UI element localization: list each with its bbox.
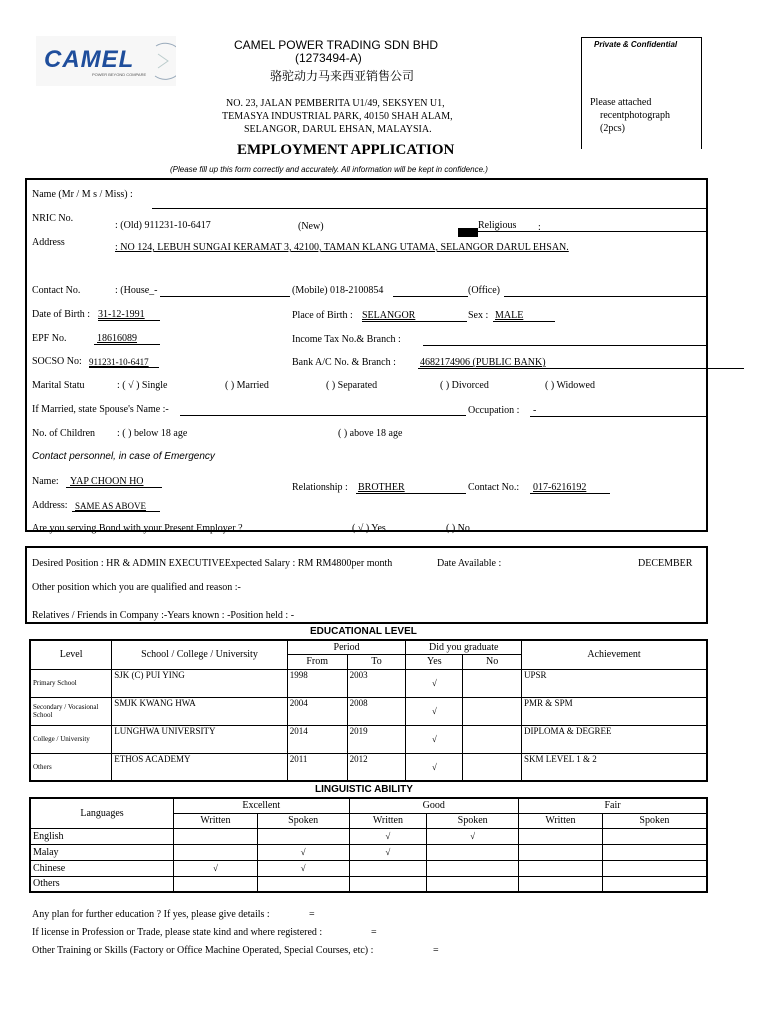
fair-written-cell[interactable] (519, 876, 603, 892)
emergency-contact-label: Contact No.: (468, 482, 520, 493)
spouse-name-line[interactable] (180, 415, 466, 416)
edu-school[interactable]: LUNGHWA UNIVERSITY (112, 725, 287, 753)
edu-graduated-no[interactable] (463, 725, 522, 753)
header-period: Period (287, 640, 406, 654)
edu-achievement[interactable]: UPSR (522, 669, 707, 697)
table-row (30, 876, 707, 892)
other-position-text: Other position which you are qualified and reason :- (32, 582, 241, 593)
photo-instruction-1: Please attached (590, 97, 652, 108)
good-written-cell[interactable]: √ (349, 844, 427, 860)
mobile-phone-line[interactable] (393, 296, 468, 297)
edu-from[interactable]: 2014 (287, 725, 347, 753)
name-label: Name (Mr / M s / Miss) : (32, 189, 133, 200)
good-written-cell[interactable]: √ (349, 828, 427, 844)
edu-level: Others (30, 753, 112, 781)
pob-line[interactable] (362, 321, 467, 322)
edu-school[interactable]: ETHOS ACADEMY (112, 753, 287, 781)
epf-value: 18616089 (97, 333, 137, 344)
good-spoken-cell[interactable] (427, 844, 519, 860)
language-name: English (30, 828, 174, 844)
marital-widowed-option[interactable]: ( ) Widowed (545, 380, 595, 391)
emergency-address-line[interactable] (72, 511, 160, 512)
marital-separated-option[interactable]: ( ) Separated (326, 380, 378, 391)
fair-spoken-cell[interactable] (602, 828, 707, 844)
date-available-value: DECEMBER (638, 558, 693, 569)
name-field-line[interactable] (152, 208, 706, 209)
fair-spoken-cell[interactable] (602, 860, 707, 876)
linguistic-table (29, 797, 708, 893)
bond-question: Are you serving Bond with your Present Employer ? (32, 523, 243, 534)
religious-field-line[interactable] (478, 231, 706, 232)
excellent-written-cell[interactable] (174, 828, 258, 844)
good-written-cell[interactable] (349, 876, 427, 892)
epf-line[interactable] (94, 344, 160, 345)
header-graduate: Did you graduate (406, 640, 522, 654)
children-above-18-option[interactable]: ( ) above 18 age (338, 428, 403, 439)
table-row (30, 860, 707, 876)
sex-line[interactable] (493, 321, 555, 322)
relationship-label: Relationship : (292, 482, 348, 493)
relationship-line[interactable] (356, 493, 466, 494)
emergency-contact-value: 017-6216192 (533, 482, 587, 493)
table-row (30, 844, 707, 860)
linguistic-heading: LINGUISTIC ABILITY (315, 784, 413, 795)
relatives-text: Relatives / Friends in Company :-Years known : -Position held : - (32, 610, 295, 621)
edu-to[interactable]: 2012 (347, 753, 406, 781)
company-address-line1: NO. 23, JALAN PEMBERITA U1/49, SEKSYEN U1, (226, 98, 445, 109)
spouse-name-label: If Married, state Spouse's Name :- (32, 404, 169, 415)
header-good: Good (349, 798, 519, 813)
bank-value: 4682174906 (PUBLIC BANK) (420, 357, 546, 368)
edu-graduated-yes[interactable]: √ (406, 725, 463, 753)
desired-position-text: Desired Position : HR & ADMIN EXECUTIVEExpected Salary : RM RM4800per month (32, 558, 393, 569)
language-name: Malay (30, 844, 174, 860)
occupation-line[interactable] (530, 416, 706, 417)
header-excellent-spoken: Spoken (257, 813, 349, 828)
photo-instruction-3: (2pcs) (600, 123, 625, 134)
header-level: Level (30, 640, 112, 669)
emergency-contact-line[interactable] (530, 493, 610, 494)
good-spoken-cell[interactable]: √ (427, 828, 519, 844)
header-fair: Fair (519, 798, 707, 813)
header-fair-spoken: Spoken (602, 813, 707, 828)
company-name-chinese: 骆驼动力马来西亚销售公司 (270, 69, 415, 83)
header-from: From (287, 654, 347, 669)
marital-single-option[interactable]: : ( √ ) Single (117, 380, 168, 391)
bank-line[interactable] (418, 368, 744, 369)
edu-level: Secondary / Vocasional School (30, 697, 112, 725)
header-excellent-written: Written (174, 813, 258, 828)
header-school: School / College / University (112, 640, 287, 669)
socso-label: SOCSO No: (32, 356, 82, 367)
edu-graduated-yes[interactable]: √ (406, 697, 463, 725)
emergency-name-value: YAP CHOON HO (70, 476, 144, 487)
fair-spoken-cell[interactable] (602, 876, 707, 892)
sex-value: MALE (495, 310, 524, 321)
edu-level: College / University (30, 725, 112, 753)
edu-graduated-no[interactable] (463, 697, 522, 725)
edu-achievement[interactable]: PMR & SPM (522, 697, 707, 725)
redaction-block (458, 228, 478, 237)
socso-value: 911231-10-6417 (89, 357, 149, 367)
edu-to[interactable]: 2003 (347, 669, 406, 697)
header-excellent: Excellent (174, 798, 349, 813)
nric-label: NRIC No. (32, 213, 74, 224)
license-answer[interactable]: = (371, 927, 377, 938)
edu-graduated-yes[interactable]: √ (406, 753, 463, 781)
header-achievement: Achievement (522, 640, 707, 669)
excellent-written-cell[interactable]: √ (174, 860, 258, 876)
header-languages: Languages (30, 798, 174, 828)
logo-wordmark: CAMEL (44, 46, 135, 73)
photo-instruction-2: recentphotograph (600, 110, 670, 121)
emergency-address-value: SAME AS ABOVE (75, 501, 147, 511)
company-name: CAMEL POWER TRADING SDN BHD (234, 38, 439, 52)
mobile-phone-value: (Mobile) 018-2100854 (292, 285, 384, 296)
company-address-line2: TEMASYA INDUSTRIAL PARK, 40150 SHAH ALAM, (222, 111, 453, 122)
edu-achievement[interactable]: DIPLOMA & DEGREE (522, 725, 707, 753)
fair-spoken-cell[interactable] (602, 844, 707, 860)
bond-no-option[interactable]: ( ) No (446, 523, 470, 534)
edu-to[interactable]: 2008 (347, 697, 406, 725)
form-subtitle: (Please fill up this form correctly and accurately. All information will be kept in confidence.) (170, 165, 488, 174)
marital-married-option[interactable]: ( ) Married (225, 380, 269, 391)
date-available-label: Date Available : (437, 558, 502, 569)
marital-divorced-option[interactable]: ( ) Divorced (440, 380, 489, 391)
edu-school[interactable]: SMJK KWANG HWA (112, 697, 287, 725)
nric-old-value: : (Old) 911231-10-6417 (115, 220, 211, 231)
emergency-address-label: Address: (32, 500, 68, 511)
emergency-contact-heading: Contact personnel, in case of Emergency (32, 451, 215, 462)
fair-written-cell[interactable] (519, 860, 603, 876)
socso-line[interactable] (89, 367, 159, 368)
relationship-value: BROTHER (358, 482, 405, 493)
edu-graduated-no[interactable] (463, 753, 522, 781)
good-spoken-cell[interactable] (427, 876, 519, 892)
edu-from[interactable]: 1998 (287, 669, 347, 697)
excellent-written-cell[interactable] (174, 844, 258, 860)
income-tax-line[interactable] (423, 345, 706, 346)
further-education-answer[interactable]: = (309, 909, 315, 920)
good-written-cell[interactable] (349, 860, 427, 876)
private-confidential-label: Private & Confidential (594, 40, 678, 49)
children-below-18-option[interactable]: : ( ) below 18 age (117, 428, 188, 439)
emergency-name-line[interactable] (66, 487, 162, 488)
emergency-name-label: Name: (32, 476, 59, 487)
address-label: Address (32, 237, 65, 248)
occupation-value: - (533, 405, 537, 416)
nric-new-label: (New) (298, 221, 324, 232)
edu-graduated-yes[interactable]: √ (406, 669, 463, 697)
training-question: Other Training or Skills (Factory or Office Machine Operated, Special Courses, etc) : (32, 945, 374, 956)
edu-achievement[interactable]: SKM LEVEL 1 & 2 (522, 753, 707, 781)
table-row (30, 669, 707, 697)
language-name: Chinese (30, 860, 174, 876)
excellent-spoken-cell[interactable]: √ (257, 860, 349, 876)
training-answer[interactable]: = (433, 945, 439, 956)
dob-value: 31-12-1991 (98, 309, 145, 320)
header-yes: Yes (406, 654, 463, 669)
edu-graduated-no[interactable] (463, 669, 522, 697)
license-question: If license in Profession or Trade, please state kind and where registered : (32, 927, 323, 938)
table-row (30, 828, 707, 844)
language-name: Others (30, 876, 174, 892)
further-education-question: Any plan for further education ? If yes, please give details : (32, 909, 270, 920)
edu-school[interactable]: SJK (C) PUI YING (112, 669, 287, 697)
office-phone-line[interactable] (504, 296, 706, 297)
religious-label: Religious (478, 220, 517, 231)
pob-label: Place of Birth : (292, 310, 353, 321)
fair-written-cell[interactable] (519, 844, 603, 860)
table-row (30, 725, 707, 753)
bond-yes-option[interactable]: ( √ ) Yes (352, 523, 386, 534)
excellent-written-cell[interactable] (174, 876, 258, 892)
contact-no-label: Contact No. (32, 285, 81, 296)
header-good-written: Written (349, 813, 427, 828)
edu-level: Primary School (30, 669, 112, 697)
education-heading: EDUCATIONAL LEVEL (310, 626, 417, 637)
office-phone-label: (Office) (468, 285, 501, 296)
edu-to[interactable]: 2019 (347, 725, 406, 753)
header-no: No (463, 654, 522, 669)
company-logo (36, 36, 176, 86)
religious-colon: : (538, 222, 541, 233)
fair-written-cell[interactable] (519, 828, 603, 844)
address-value: : NO 124, LEBUH SUNGAI KERAMAT 3, 42100, TAMAN KLANG UTAMA, SELANGOR DARUL EHSAN. (115, 242, 569, 253)
occupation-label: Occupation : (468, 405, 520, 416)
excellent-spoken-cell[interactable]: √ (257, 844, 349, 860)
dob-label: Date of Birth : (32, 309, 91, 320)
header-fair-written: Written (519, 813, 603, 828)
excellent-spoken-cell[interactable] (257, 828, 349, 844)
good-spoken-cell[interactable] (427, 860, 519, 876)
form-title: EMPLOYMENT APPLICATION (237, 142, 455, 158)
education-table (29, 639, 708, 782)
marital-status-label: Marital Statu (32, 380, 85, 391)
children-label: No. of Children (32, 428, 96, 439)
pob-value: SELANGOR (362, 310, 416, 321)
excellent-spoken-cell[interactable] (257, 876, 349, 892)
header-good-spoken: Spoken (427, 813, 519, 828)
sex-label: Sex : (468, 310, 489, 321)
income-tax-label: Income Tax No.& Branch : (292, 334, 401, 345)
epf-label: EPF No. (32, 333, 67, 344)
dob-line[interactable] (98, 320, 160, 321)
bank-label: Bank A/C No. & Branch : (292, 357, 396, 368)
company-address-line3: SELANGOR, DARUL EHSAN, MALAYSIA. (244, 124, 432, 135)
header-to: To (347, 654, 406, 669)
table-row (30, 697, 707, 725)
house-phone-line[interactable] (160, 296, 290, 297)
logo-tagline: POWER BEYOND COMPARE (92, 72, 147, 77)
edu-from[interactable]: 2011 (287, 753, 347, 781)
edu-from[interactable]: 2004 (287, 697, 347, 725)
house-phone-value: : (House_- (115, 285, 158, 296)
table-row (30, 753, 707, 781)
company-reg-no: (1273494-A) (295, 51, 362, 65)
